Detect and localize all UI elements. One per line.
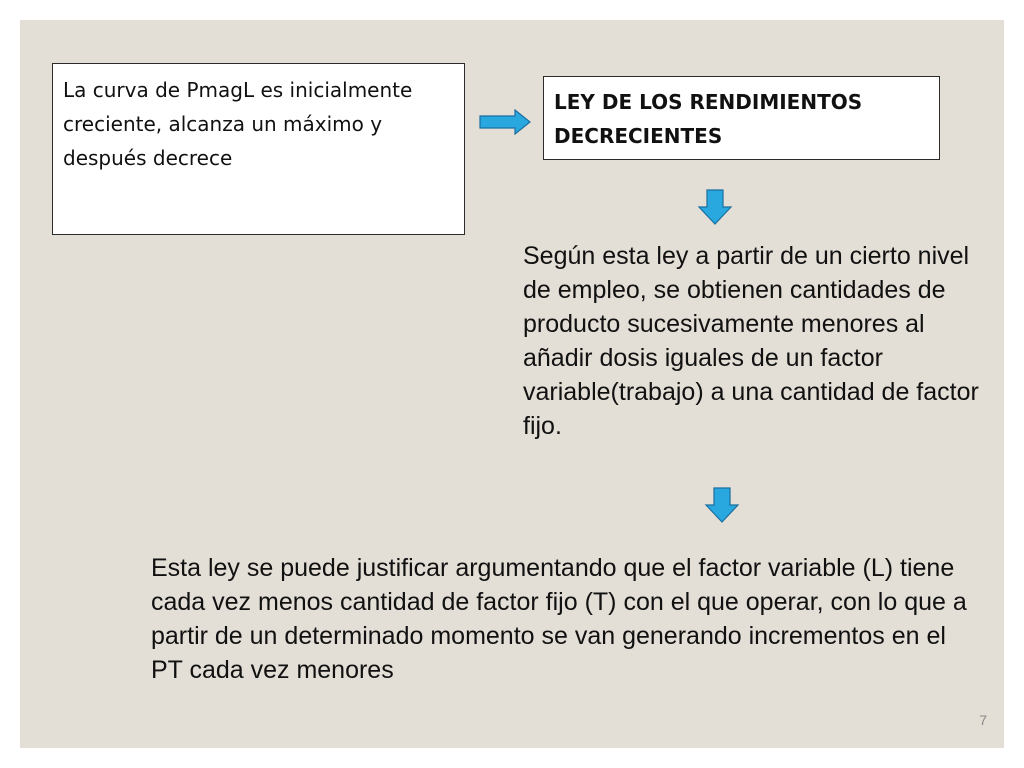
pmagl-curve-text: La curva de PmagL es inicialmente creciente, alcanza un máximo y después decrece xyxy=(63,78,413,170)
arrow-down-icon xyxy=(704,487,740,523)
arrow-down-icon xyxy=(697,189,733,225)
law-justification-text: Esta ley se puede justificar argumentando que el factor variable (L) tiene cada vez menos cantidad de factor fijo (T) con el que operar, con lo que a partir de un determinado momento se van generando incrementos en el PT cada vez menores xyxy=(151,554,967,684)
page-number: 7 xyxy=(979,712,987,728)
law-title-box xyxy=(543,76,940,160)
law-explanation-text: Según esta ley a partir de un cierto nivel de empleo, se obtienen cantidades de producto sucesivamente menores al añadir dosis iguales de un factor variable(trabajo) a una cantidad de factor fijo. xyxy=(523,242,979,440)
arrow-right-icon xyxy=(479,109,531,135)
pmagl-curve-box xyxy=(52,63,465,235)
slide xyxy=(20,20,1004,748)
law-title-text: LEY DE LOS RENDIMIENTOS DECRECIENTES xyxy=(554,90,863,148)
